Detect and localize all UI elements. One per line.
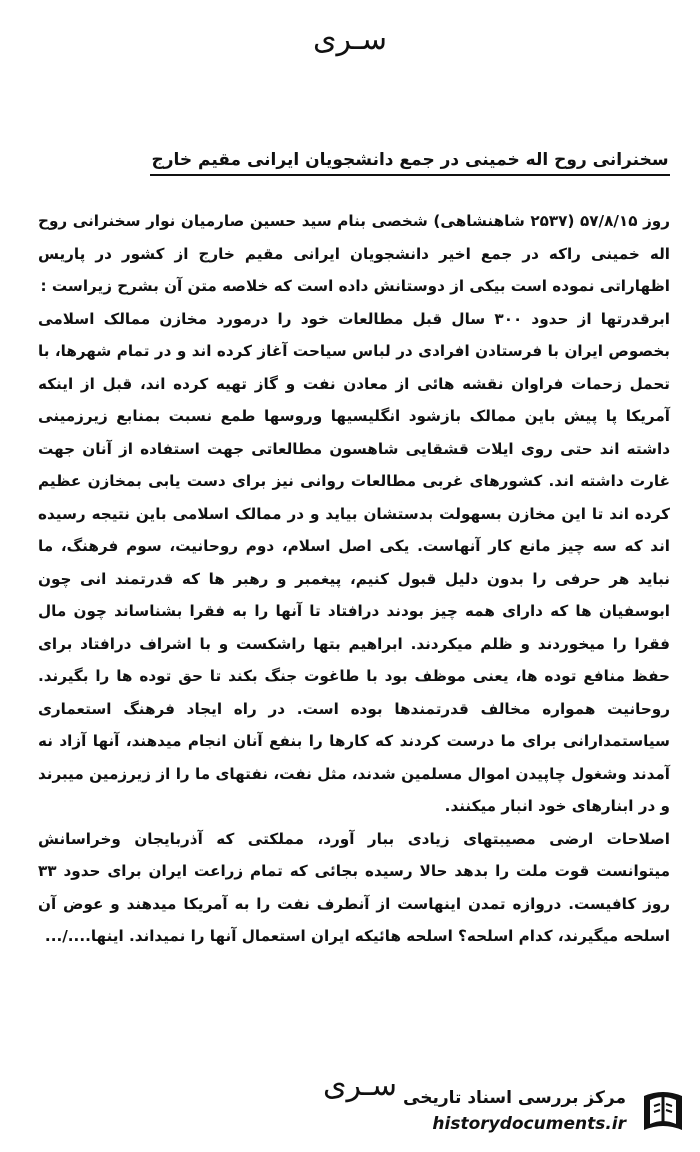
archive-book-icon [636,1086,690,1140]
document-body [38,205,670,1095]
paragraph-2: ابرقدرتها از حدود ۳۰۰ سال قبل مطالعات خود را درمورد مخازن ممالک اسلامی بخصوص ایران با فرستادن افرادی در لباس سیاحت آغاز کرده اند و در تمام شهرها، با تحمل زحمات فراوان نقشه هائی از معادن نفت و گاز تهیه کرده اند، قبل از اینکه آمریکا پا پیش باین ممالک بازشود انگلیسیها وروسها طمع نسبت بمنابع زیرزمینی داشته اند حتی روی ایلات قشقایی شاهسون مطالعاتی جهت استفاده از آنان جهت غارت داشته اند. کشورهای غربی مطالعات روانی نیز برای دست یابی بمخازن عظیم کرده اند تا این مخازن بسهولت بدستشان بیاید و در ممالک اسلامی باین نتیجه رسیده اند که سه چیز مانع کار آنهاست. یکی اصل اسلام، دوم روحانیت، سوم فرهنگ، ما نباید هر حرفی را بدون دلیل قبول کنیم، پیغمبر و رهبر ها که قدرتمند انی چون ابوسفیان ها که دارای همه چیز بودند درافتاد تا آنها را به فقرا بشناساند چون مال فقرا را میخوردند و ظلم میکردند. ابراهیم بتها راشکست و با اشراف درافتاد برای حفظ منافع توده ها، یعنی موظف بود با طاغوت جنگ بکند تا حق توده ها را بگیرند. روحانیت همواره مخالف قدرتمندها بوده است. در راه ایجاد فرهنگ استعماری سیاستمدارانی برای ما درست کردند که کارها را بنفع آنان انجام میدهند، آنها آزاد نه آمدند وشغول چاپیدن اموال مسلمین شدند، مثل نفت، نفتهای ما را از زیرزمین میبرند و در ابنارهای خود انبار میکنند. [38,309,670,815]
classification-mark-top: سـرى [313,22,387,57]
paragraph-1: روز ۵۷/۸/۱۵ (۲۵۳۷ شاهنشاهی) شخصی بنام سید حسین صارمیان نوار سخنرانی روح اله خمینی راکه در جمع اخیر دانشجویان ایرانی مقیم خارج از کشور در پاریس اظهاراتی نموده است بیکی از دوستانش داده است که خلاصه متن آن بشرح زیراست : [38,212,670,295]
watermark [390,1082,690,1144]
watermark-url: historydocuments.ir [432,1114,626,1134]
paragraph-3: اصلاحات ارضی مصیبتهای زیادی ببار آورد، مملکتی که آذربایجان وخراسانش میتوانست قوت ملت را بدهد حالا رسیده بجائی که تمام زراعت ایران برای حدود ۳۳ روز کافیست. دروازه تمدن اینهاست از آنطرف نفت را به آمریکا میدهند و عوض آن اسلحه میگیرند، کدام اسلحه؟ اسلحه هائیکه ایران استعمال آنها را نمیداند. اینها..../... [38,829,670,945]
watermark-name: مرکز بررسی اسناد تاریخی [403,1088,626,1108]
classification-mark-bottom: سـرى [323,1068,397,1103]
document-title: سخنرانی روح اله خمینی در جمع دانشجویان ایرانی مقیم خارج [150,150,670,176]
